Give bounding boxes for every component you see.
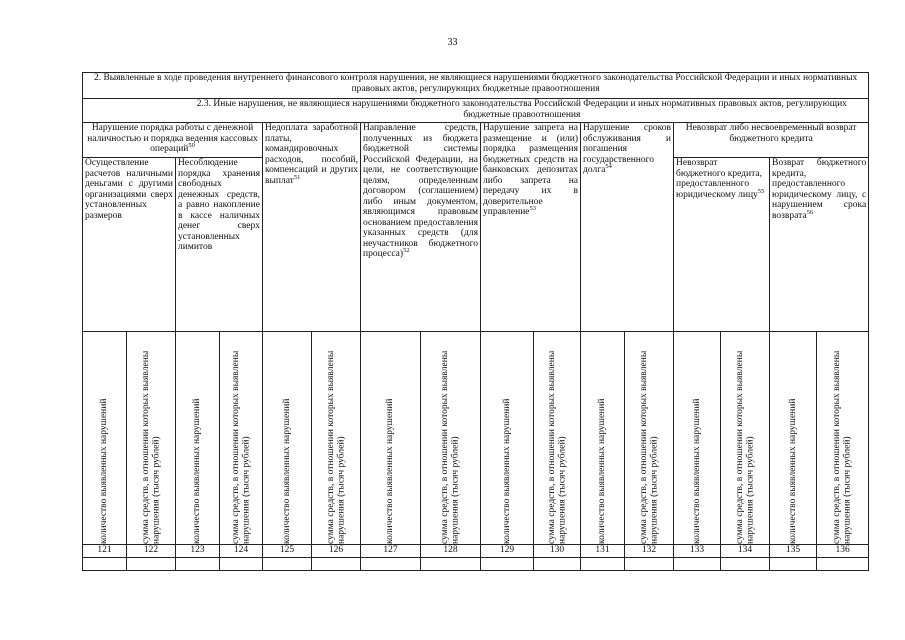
sum-label: сумма средств, в отношении которых выявлены нарушения (тысяч рублей) — [230, 350, 251, 544]
count-label: количество выявленных нарушений — [597, 398, 608, 544]
data-cell — [421, 558, 481, 571]
column-number: 121 — [83, 545, 127, 558]
group-misuse-of-funds: Направление средств, полученных из бюджета бюджетной системы Российской Федерации, на цели, не соответствующие целям, определенным договором (соглашением) либо иным документом, являющимся правовым основанием предоставления указанных средств (для неучастников бюджетного процесса)$^{52}$ — [361, 123, 481, 332]
sum-header-cell — [127, 332, 176, 545]
sum-header-cell — [817, 332, 869, 545]
column-number: 134 — [721, 545, 770, 558]
data-row — [83, 558, 869, 571]
count-label: количество выявленных нарушений — [192, 398, 203, 544]
data-cell — [127, 558, 176, 571]
data-cell — [312, 558, 361, 571]
column-number: 135 — [770, 545, 817, 558]
count-header-cell — [263, 332, 312, 545]
sum-header-cell — [220, 332, 263, 545]
section-2-header: 2. Выявленные в ходе проведения внутреннего финансового контроля нарушения, не являющиеся нарушениями бюджетного законодательства Российской Федерации и иных нормативных правовых актов, регулирующих бюджетные правоотношения — [83, 73, 869, 99]
sum-header-cell — [534, 332, 581, 545]
data-cell — [361, 558, 421, 571]
column-number: 128 — [421, 545, 481, 558]
column-number: 124 — [220, 545, 263, 558]
data-cell — [534, 558, 581, 571]
data-cell — [721, 558, 770, 571]
count-header-cell — [581, 332, 625, 545]
section-2-3-header: 2.3. Иные нарушения, не являющиеся нарушениями бюджетного законодательства Российской Федерации и иных нормативных правовых актов, регулирующих бюджетные правоотношения — [176, 99, 869, 123]
sum-label: сумма средств, в отношении которых выявлены нарушения (тысяч рублей) — [440, 350, 461, 544]
sum-label: сумма средств, в отношении которых выявлены нарушения (тысяч рублей) — [734, 350, 755, 544]
count-label: количество выявленных нарушений — [281, 398, 292, 544]
subgroup-credit-no-return: Невозврат бюджетного кредита, предоставленного юридическому лицу$^{55}$ — [674, 158, 770, 332]
column-number: 122 — [127, 545, 176, 558]
column-number: 123 — [176, 545, 220, 558]
subgroup-credit-late-return: Возврат бюджетного кредита, предоставленного юридическому лицу, с нарушением срока возврата$^{56}$ — [770, 158, 869, 332]
group-deposit-placement: Нарушение запрета на размещение и (или) порядка размещения бюджетных средств на банковских депозитах либо запрета на передачу их в доверительное управление$^{53}$ — [481, 123, 581, 332]
count-header-cell — [83, 332, 127, 545]
sum-label: сумма средств, в отношении которых выявлены нарушения (тысяч рублей) — [832, 350, 853, 544]
data-cell — [263, 558, 312, 571]
data-cell — [481, 558, 534, 571]
column-number: 126 — [312, 545, 361, 558]
measure-header-row — [83, 332, 869, 545]
column-number: 132 — [625, 545, 674, 558]
data-cell — [176, 558, 220, 571]
count-header-cell — [674, 332, 721, 545]
count-label: количество выявленных нарушений — [787, 398, 798, 544]
column-number: 127 — [361, 545, 421, 558]
page-number: 33 — [447, 37, 458, 48]
sum-label: сумма средств, в отношении которых выявлены нарушения (тысяч рублей) — [638, 350, 659, 544]
data-cell — [770, 558, 817, 571]
data-cell — [817, 558, 869, 571]
count-label: количество выявленных нарушений — [691, 398, 702, 544]
data-cell — [83, 558, 127, 571]
sum-label: сумма средств, в отношении которых выявлены нарушения (тысяч рублей) — [140, 350, 161, 544]
column-number: 130 — [534, 545, 581, 558]
column-number: 129 — [481, 545, 534, 558]
group-debt-service: Нарушение сроков обслуживания и погашения государственного долга$^{54}$ — [581, 123, 674, 332]
group-underpayment: Недоплата заработной платы, командировочных расходов, пособий, компенсаций и других выплат$^{51}$ — [263, 123, 361, 332]
group-credit-return: Невозврат либо несвоевременный возврат бюджетного кредита — [674, 123, 869, 158]
sum-label: сумма средств, в отношении которых выявлены нарушения (тысяч рублей) — [546, 350, 567, 544]
data-cell — [625, 558, 674, 571]
column-number: 133 — [674, 545, 721, 558]
count-header-cell — [176, 332, 220, 545]
group-cash-operations: Нарушение порядка работы с денежной наличностью и порядка ведения кассовых операций$^{50}$ — [83, 123, 263, 158]
column-number-row — [83, 545, 869, 558]
count-label: количество выявленных нарушений — [385, 398, 396, 544]
sum-label: сумма средств, в отношении которых выявлены нарушения (тысяч рублей) — [325, 350, 346, 544]
sum-header-cell — [421, 332, 481, 545]
column-number: 131 — [581, 545, 625, 558]
column-number: 125 — [263, 545, 312, 558]
sum-header-cell — [721, 332, 770, 545]
subgroup-cash-settlements: Осуществление расчетов наличными деньгами с другими организациями сверх установленных размеров — [83, 158, 176, 332]
count-label: количество выявленных нарушений — [501, 398, 512, 544]
count-header-cell — [770, 332, 817, 545]
count-header-cell — [481, 332, 534, 545]
sum-header-cell — [625, 332, 674, 545]
count-header-cell — [361, 332, 421, 545]
data-cell — [581, 558, 625, 571]
count-label: количество выявленных нарушений — [99, 398, 110, 544]
column-number: 136 — [817, 545, 869, 558]
sum-header-cell — [312, 332, 361, 545]
subgroup-cash-storage: Несоблюдение порядка хранения свободных денежных средств, а равно накопление в кассе наличных денег сверх установленных лимитов — [176, 158, 263, 332]
data-cell — [220, 558, 263, 571]
data-cell — [674, 558, 721, 571]
violations-table — [82, 72, 869, 571]
